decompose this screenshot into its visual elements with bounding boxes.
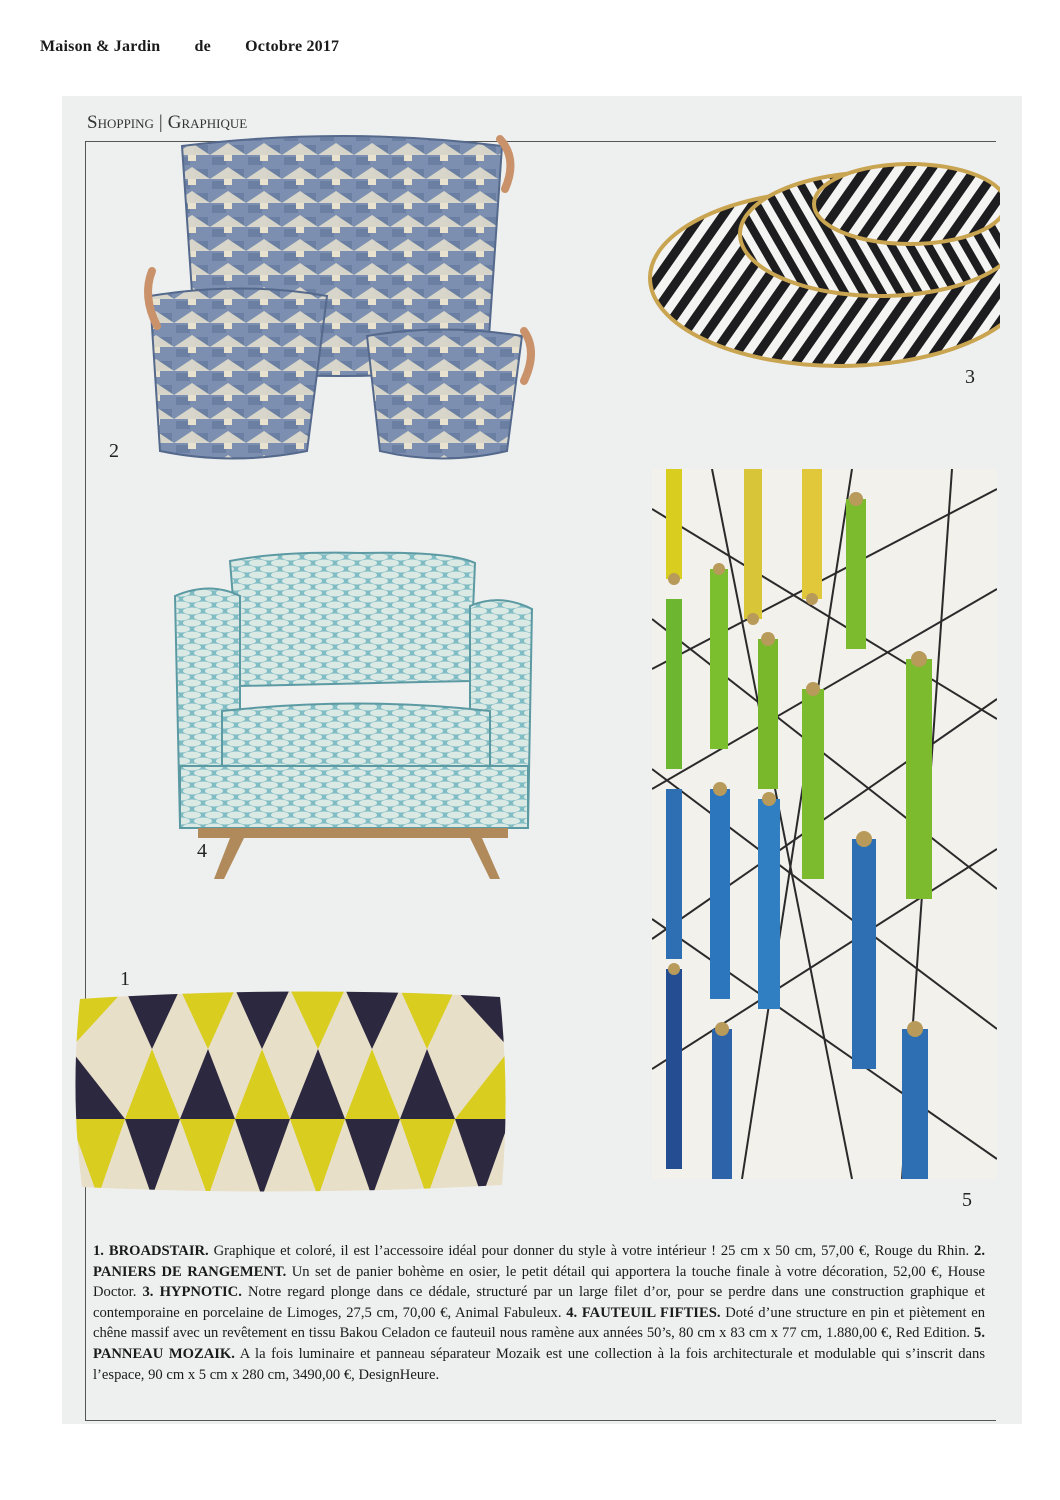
product-caption: [93, 1241, 985, 1385]
item4-text: Doté d’une structure en pin et piètement en chêne massif avec un revêtement en tissu Bakou Celadon ce fauteuil nous ramène aux années 50’s, 80 cm x 83 cm x 77 cm, 1.880,00 €, Red Edition.: [93, 1304, 986, 1342]
item-number-1: 1: [120, 968, 130, 990]
item5-text: A la fois luminaire et panneau séparateur Mozaik est une collection à la fois architecturale et modulable qui s’inscrit dans l’espace, 90 cm x 5 cm x 280 cm, 3490,00 €, DesignHeure.: [93, 1345, 986, 1383]
header-de: de: [194, 38, 211, 55]
item4-name: 4. FAUTEUIL FIFTIES.: [566, 1304, 721, 1321]
mozaik-panel-photo: [652, 469, 997, 1179]
item2-text: Un set de panier bohème en osier, le petit détail qui apportera la touche finale à votre décoration, 52,00 €, House Doctor.: [93, 1263, 985, 1301]
magazine-page: [62, 96, 1022, 1424]
issue-date: Octobre 2017: [245, 38, 340, 55]
item1-name: 1. BROADSTAIR.: [93, 1243, 209, 1259]
magazine-title: Maison & Jardin: [40, 38, 161, 55]
item-number-4: 4: [197, 840, 207, 862]
item-number-5: 5: [962, 1189, 972, 1211]
section-shopping: Shopping: [87, 112, 154, 133]
item1-text: Graphique et coloré, il est l’accessoire idéal pour donner du style à votre intérieur ! 25 cm x 50 cm, 57,00 €, Rouge du Rhin.: [213, 1243, 970, 1259]
cushion-photo: [70, 989, 510, 1197]
item2-name: 2. PANIERS DE RANGEMENT.: [93, 1243, 985, 1280]
item-number-2: 2: [109, 440, 119, 462]
item5-name: 5. PANNEAU MOZAIK.: [93, 1325, 985, 1362]
plates-photo: [640, 138, 1000, 370]
armchair-photo: [170, 551, 560, 881]
section-graphique: Graphique: [167, 112, 248, 133]
baskets-photo: [102, 131, 572, 471]
item-number-3: 3: [965, 366, 975, 388]
magazine-header: [40, 38, 345, 56]
section-heading: Shopping | Graphique: [87, 112, 248, 133]
item3-text: Notre regard plonge dans ce dédale, structuré par un large filet d’or, pour se perdre dans une construction graphique et contemporaine en porcelaine de Limoges, 27,5 cm, 70,00 €, Animal Fabuleux.: [93, 1284, 986, 1321]
item3-name: 3. HYPNOTIC.: [142, 1284, 242, 1301]
